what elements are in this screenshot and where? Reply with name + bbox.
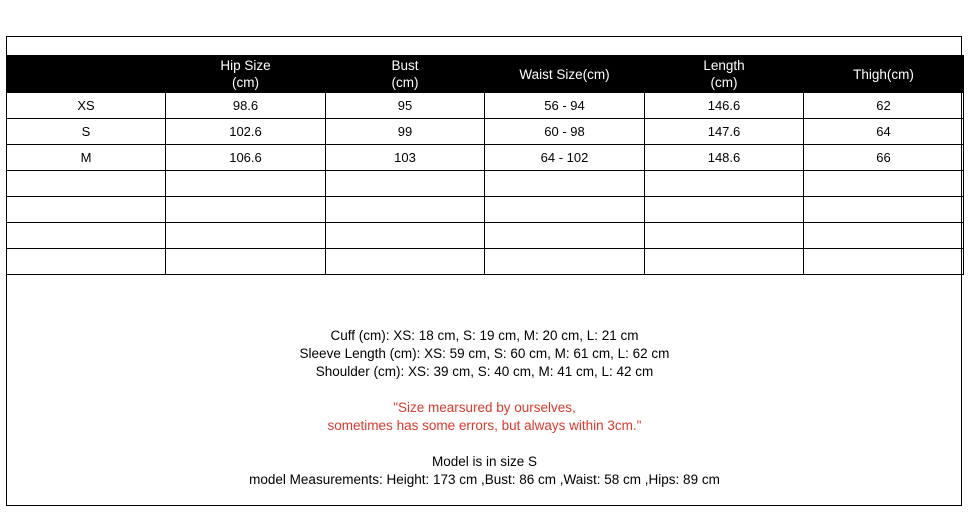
cell-length [645,249,804,275]
table-row-empty [7,197,964,223]
cell-length: 146.6 [645,93,804,119]
cell-length [645,171,804,197]
header-size [7,56,166,93]
disclaimer-line2: sometimes has some errors, but always within 3cm." [327,418,642,433]
cell-length: 147.6 [645,119,804,145]
header-bust [326,56,485,93]
cell-bust: 99 [326,119,485,145]
header-hip-size [166,56,326,93]
model-size-note: Model is in size S [431,454,538,469]
cell-waist [485,197,645,223]
header-bust-line2: (cm) [391,75,419,90]
shoulder-note: Shoulder (cm): XS: 39 cm, S: 40 cm, M: 41 cm, L: 42 cm [315,364,654,379]
cell-waist: 60 - 98 [485,119,645,145]
cell-hip: 106.6 [166,145,326,171]
cell-waist: 64 - 102 [485,145,645,171]
sleeve-length-note: Sleeve Length (cm): XS: 59 cm, S: 60 cm, M: 61 cm, L: 62 cm [299,346,670,361]
cell-thigh [804,171,964,197]
cell-size: XS [7,93,166,119]
header-thigh [804,56,964,93]
header-hip-line2: (cm) [232,75,259,90]
size-chart-table [6,55,964,275]
header-bust-line1: Bust [391,58,419,73]
cell-size [7,171,166,197]
spacer [6,381,963,399]
cell-hip [166,249,326,275]
cell-bust: 103 [326,145,485,171]
cell-thigh: 66 [804,145,964,171]
header-waist-line1: Waist Size(cm) [519,66,610,82]
cell-bust [326,249,485,275]
cell-size [7,197,166,223]
cell-waist [485,223,645,249]
table-row-empty [7,249,964,275]
cell-thigh: 62 [804,93,964,119]
header-hip-line1: Hip Size [220,58,271,73]
table-row-empty [7,223,964,249]
cell-waist [485,171,645,197]
cell-size [7,249,166,275]
header-length-line2: (cm) [710,75,738,90]
cell-waist: 56 - 94 [485,93,645,119]
cell-hip: 102.6 [166,119,326,145]
header-length [645,56,804,93]
cell-bust [326,197,485,223]
table-row [7,119,964,145]
cell-bust: 95 [326,93,485,119]
header-length-line1: Length [703,58,745,73]
cuff-note: Cuff (cm): XS: 18 cm, S: 19 cm, M: 20 cm, L: 21 cm [330,328,639,343]
cell-hip [166,223,326,249]
cell-waist [485,249,645,275]
cell-bust [326,223,485,249]
table-row [7,93,964,119]
cell-length [645,197,804,223]
cell-thigh [804,223,964,249]
model-measurements-note: model Measurements: Height: 173 cm ,Bust: 86 cm ,Waist: 58 cm ,Hips: 89 cm [249,472,720,487]
cell-thigh: 64 [804,119,964,145]
size-notes [6,327,963,489]
cell-thigh [804,197,964,223]
header-thigh-line1: Thigh(cm) [853,66,914,82]
cell-size: M [7,145,166,171]
disclaimer-line1: "Size mearsured by ourselves, [393,400,576,415]
cell-length [645,223,804,249]
cell-length: 148.6 [645,145,804,171]
header-waist-size [485,56,645,93]
cell-thigh [804,249,964,275]
cell-hip [166,171,326,197]
cell-hip: 98.6 [166,93,326,119]
cell-hip [166,197,326,223]
table-header-row [7,56,964,93]
cell-bust [326,171,485,197]
cell-size [7,223,166,249]
table-row-empty [7,171,964,197]
spacer [6,435,963,453]
cell-size: S [7,119,166,145]
table-row [7,145,964,171]
